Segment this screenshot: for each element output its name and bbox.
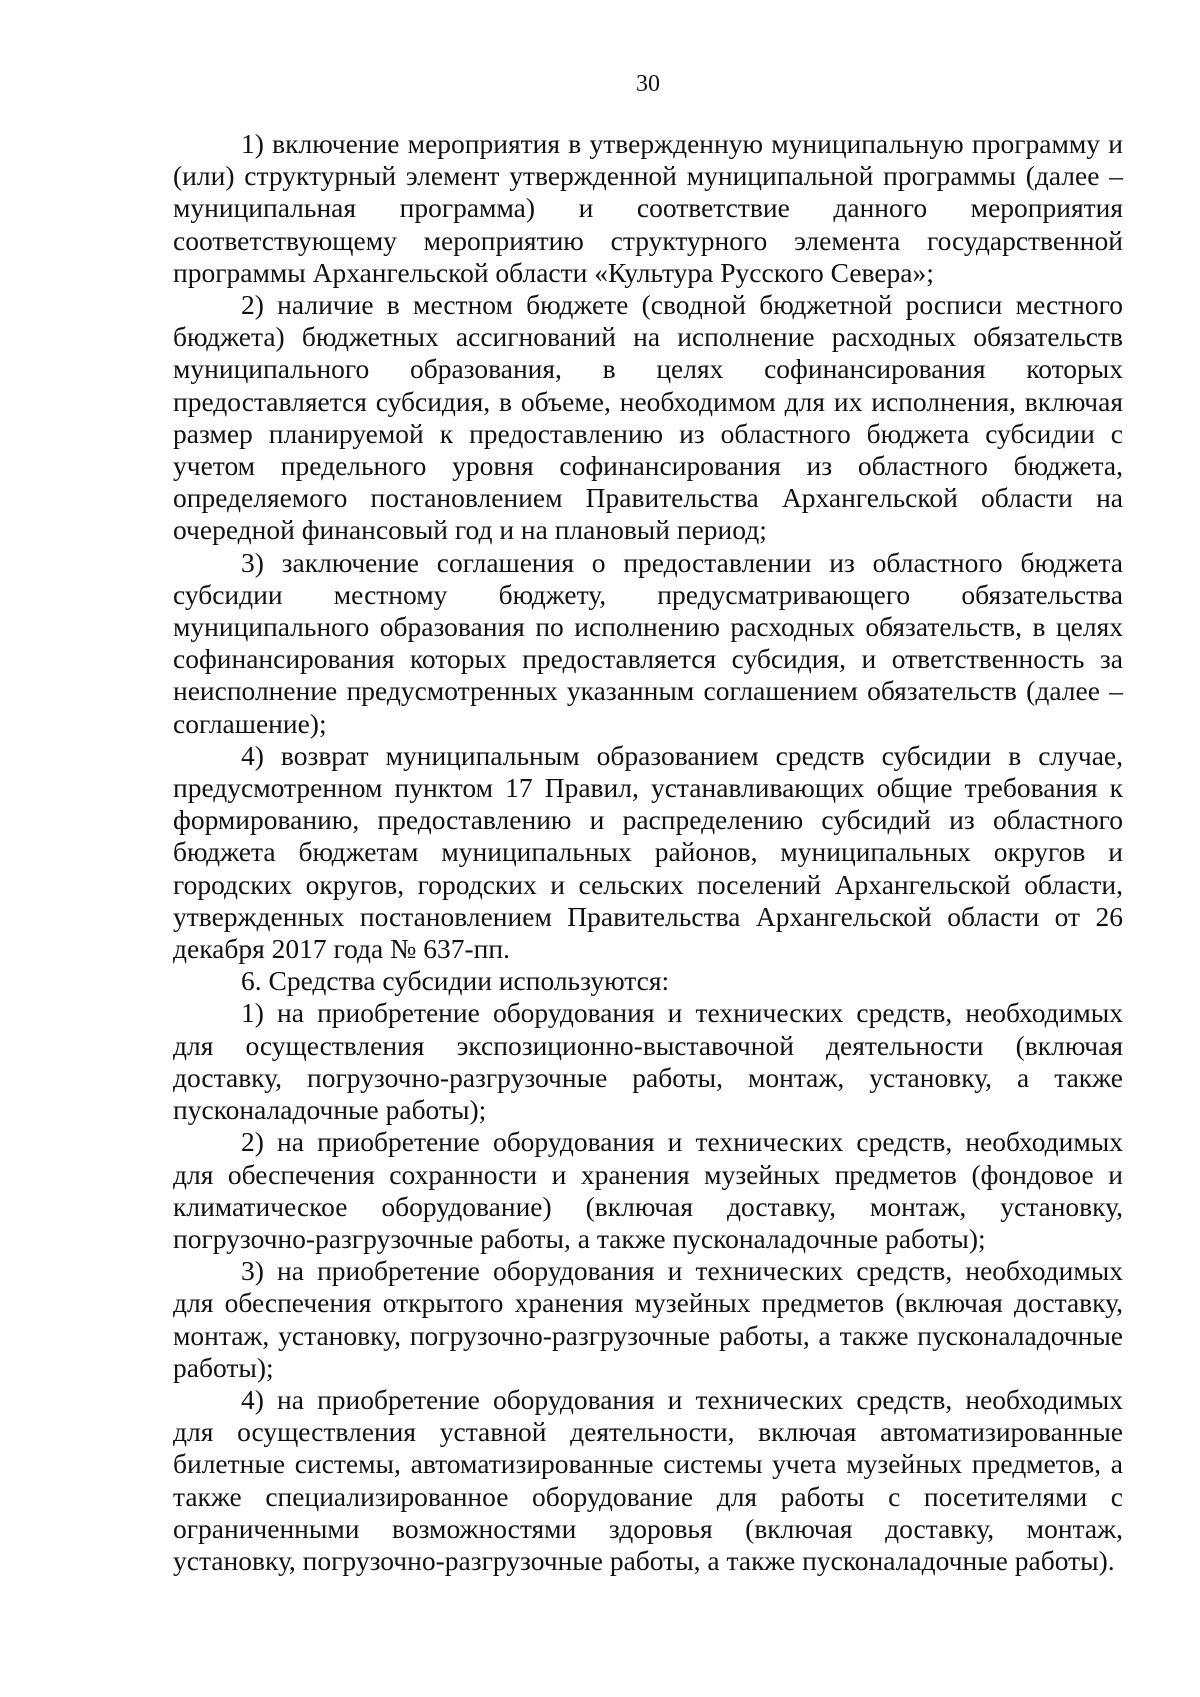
paragraph-use-3-open-storage: 3) на приобретение оборудования и технических средств, необходимых для обеспечения открытого хранения музейных предметов (включая доставку, монтаж, установку, погрузочно-разгрузочные работы, а также пусконаладочные работы); (173, 1255, 1123, 1383)
paragraph-use-1-exhibition-equipment: 1) на приобретение оборудования и технических средств, необходимых для осуществления экспозиционно-выставочной деятельности (включая доставку, погрузочно-разгрузочные работы, монтаж, установку, а также пусконаладочные работы); (173, 997, 1123, 1126)
paragraph-item-3-agreement: 3) заключение соглашения о предоставлении из областного бюджета субсидии местному бюджету, предусматривающего обязательства муниципального образования по исполнению расходных обязательств, в целях софинансирования которых предоставляется субсидия, и ответственность за неисполнение предусмотренных указанным соглашением обязательств (далее – соглашение); (173, 546, 1123, 739)
page-number: 30 (636, 71, 660, 97)
document-body (173, 128, 1123, 1577)
paragraph-use-2-storage-equipment: 2) на приобретение оборудования и технических средств, необходимых для обеспечения сохранности и хранения музейных предметов (фондовое и климатическое оборудование) (включая доставку, монтаж, установку, погрузочно-разгрузочные работы, а также пусконаладочные работы); (173, 1126, 1123, 1254)
paragraph-section-6-heading: 6. Средства субсидии используются: (241, 965, 670, 997)
paragraph-item-4-return-of-funds: 4) возврат муниципальным образованием средств субсидии в случае, предусмотренном пунктом 17 Правил, устанавливающих общие требования к формированию, предоставлению и распределению субсидий из областного бюджета бюджетам муниципальных районов, муниципальных округов и городских округов, городских и сельских поселений Архангельской области, утвержденных постановлением Правительства Архангельской области от 26 декабря 2017 года № 637-пп. (173, 739, 1123, 965)
paragraph-item-1-inclusion-in-program: 1) включение мероприятия в утвержденную муниципальную программу и (или) структурный элемент утвержденной муниципальной программы (далее – муниципальная программа) и соответствие данного мероприятия соответствующему мероприятию структурного элемента государственной программы Архангельской области «Культура Русского Севера»; (173, 128, 1123, 288)
paragraph-use-4-statutory-activity: 4) на приобретение оборудования и технических средств, необходимых для осуществления уставной деятельности, включая автоматизированные билетные системы, автоматизированные системы учета музейных предметов, а также специализированное оборудование для работы с посетителями с ограниченными возможностями здоровья (включая доставку, монтаж, установку, погрузочно-разгрузочные работы, а также пусконаладочные работы). (173, 1383, 1123, 1576)
paragraph-item-2-local-budget-allocations: 2) наличие в местном бюджете (сводной бюджетной росписи местного бюджета) бюджетных ассигнований на исполнение расходных обязательств муниципального образования, в целях софинансирования которых предоставляется субсидия, в объеме, необходимом для их исполнения, включая размер планируемой к предоставлению из областного бюджета субсидии с учетом предельного уровня софинансирования из областного бюджета, определяемого постановлением Правительства Архангельской области на очередной финансовый год и на плановый период; (173, 289, 1123, 546)
